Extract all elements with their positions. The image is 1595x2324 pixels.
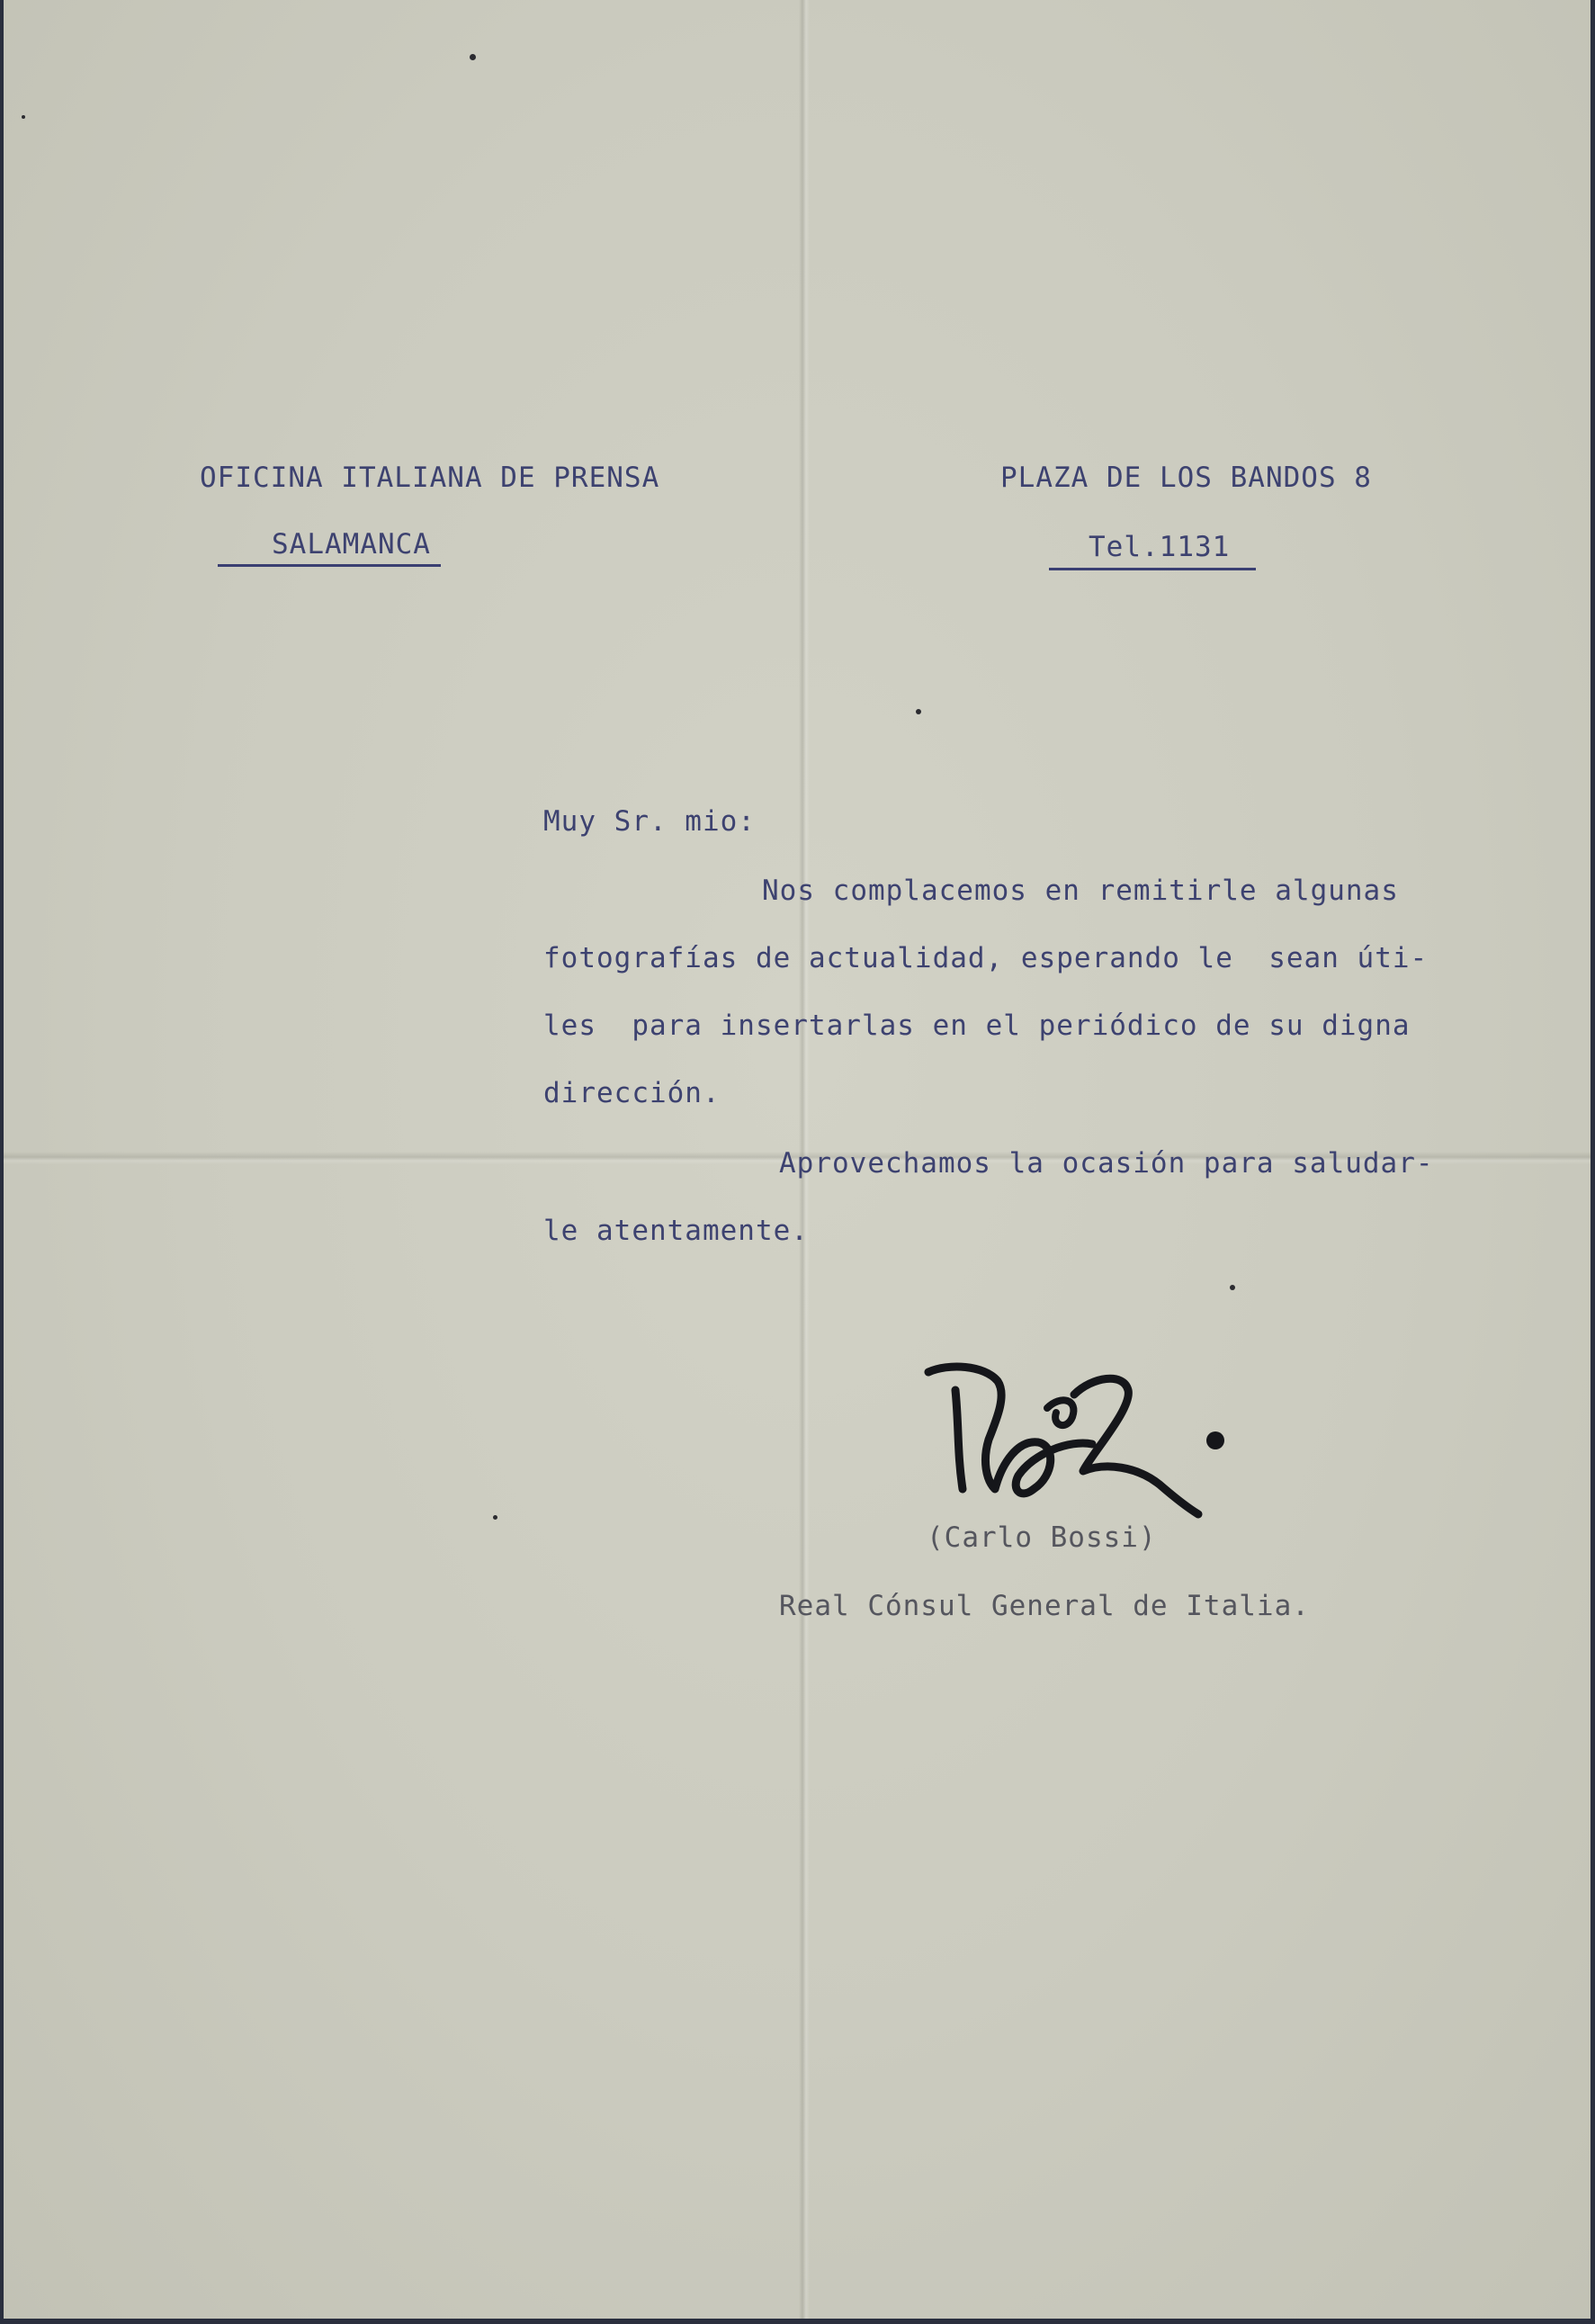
body-line-3: les para insertarlas en el periódico de su digna <box>543 1009 1411 1042</box>
handwritten-signature <box>912 1354 1254 1534</box>
city-underline <box>218 564 441 567</box>
city-name: SALAMANCA <box>272 528 431 561</box>
office-address: PLAZA DE LOS BANDOS 8 <box>1000 462 1372 494</box>
paper-speck <box>470 54 476 60</box>
office-phone: Tel.1131 <box>1089 531 1231 563</box>
phone-underline <box>1049 568 1256 570</box>
paper-speck <box>493 1515 497 1520</box>
closing-line-1: Aprovechamos la ocasión para saludar- <box>779 1147 1434 1180</box>
signatory-name: (Carlo Bossi) <box>927 1521 1157 1554</box>
paper-speck <box>22 115 25 119</box>
salutation: Muy Sr. mio: <box>543 805 756 838</box>
body-line-2: fotografías de actualidad, esperando le sean úti- <box>543 942 1429 974</box>
paper-speck <box>916 709 921 714</box>
closing-line-2: le atentamente. <box>543 1215 809 1247</box>
paper-speck <box>1230 1285 1235 1290</box>
signatory-title: Real Cónsul General de Italia. <box>779 1590 1310 1622</box>
body-line-4: dirección. <box>543 1077 721 1109</box>
body-line-1: Nos complacemos en remitirle algunas <box>762 875 1399 907</box>
office-name: OFICINA ITALIANA DE PRENSA <box>200 462 660 494</box>
